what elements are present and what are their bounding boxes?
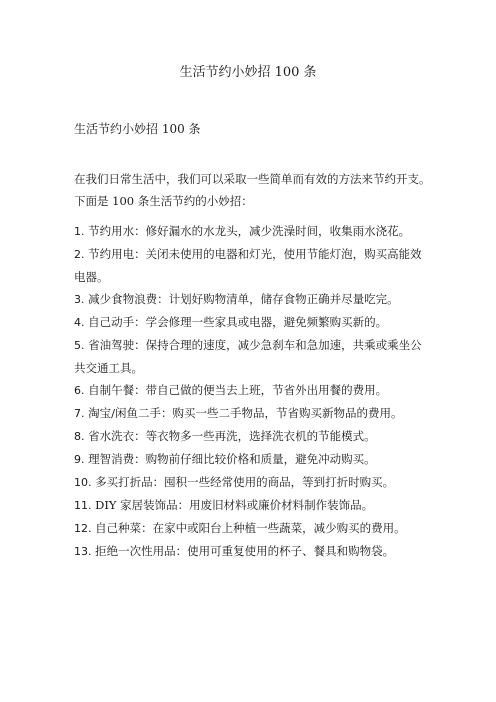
list-item-text: 节约用水：修好漏水的水龙头，减少洗澡时间，收集雨水浇花。 (88, 224, 411, 238)
list-item-text: DIY 家居装饰品：用废旧材料或廉价材料制作装饰品。 (95, 498, 374, 512)
list-item-number: 3. (74, 293, 85, 306)
list-item (74, 448, 430, 471)
list-item-number: 9. (74, 453, 85, 466)
list-item-number: 5. (74, 339, 85, 352)
list-item (74, 402, 430, 425)
list-item-text: 省水洗衣：等衣物多一些再洗，选择洗衣机的节能模式。 (88, 429, 376, 443)
list-item-text: 淘宝/闲鱼二手：购买一些二手物品，节省购买新物品的费用。 (88, 406, 403, 420)
list-item-number: 11. (74, 499, 92, 512)
list-item-number: 8. (74, 430, 85, 443)
list-item-number: 10. (74, 476, 92, 489)
list-item (74, 540, 430, 563)
list-item-text: 节约用电：关闭未使用的电器和灯光，使用节能灯泡，购买高能效电器。 (74, 247, 422, 284)
list-item (74, 471, 430, 494)
list-item-text: 省油驾驶：保持合理的速度，减少急刹车和急加速，共乘或乘坐公共交通工具。 (74, 338, 422, 375)
list-item-text: 多买打折品：囤积一些经常使用的商品，等到打折时购买。 (95, 475, 395, 489)
list-item-text: 自己种菜：在家中或阳台上种植一些蔬菜，减少购买的费用。 (95, 521, 406, 535)
list-item (74, 243, 430, 288)
list-item-number: 4. (74, 316, 85, 329)
list-item (74, 288, 430, 311)
list-item (74, 517, 430, 540)
list-item (74, 334, 430, 379)
list-item-number: 7. (74, 407, 85, 420)
list-item-number: 2. (74, 248, 85, 261)
list-item (74, 494, 430, 517)
list-item-text: 自己动手：学会修理一些家具或电器，避免频繁购买新的。 (88, 315, 388, 329)
list-item-number: 12. (74, 522, 92, 535)
list-item-text: 拒绝一次性用品：使用可重复使用的杯子、餐具和购物袋。 (95, 544, 395, 558)
list-item (74, 379, 430, 402)
list-item (74, 220, 430, 243)
list-item-text: 减少食物浪费：计划好购物清单，储存食物正确并尽量吃完。 (88, 292, 399, 306)
list-item-number: 13. (74, 545, 92, 558)
list-item-text: 自制午餐：带自己做的便当去上班，节省外出用餐的费用。 (88, 383, 388, 397)
tips-list (74, 220, 430, 563)
list-item-number: 1. (74, 225, 85, 238)
list-item (74, 311, 430, 334)
list-item-number: 6. (74, 384, 85, 397)
document-title: 生活节约小妙招 100 条 (179, 65, 317, 80)
list-item (74, 425, 430, 448)
intro-paragraph: 在我们日常生活中，我们可以采取一些简单而有效的方法来节约开支。下面是 100 条生活节约的小妙招： (74, 172, 431, 208)
document-subtitle: 生活节约小妙招 100 条 (74, 122, 201, 136)
list-item-text: 理智消费：购物前仔细比较价格和质量，避免冲动购买。 (88, 452, 376, 466)
